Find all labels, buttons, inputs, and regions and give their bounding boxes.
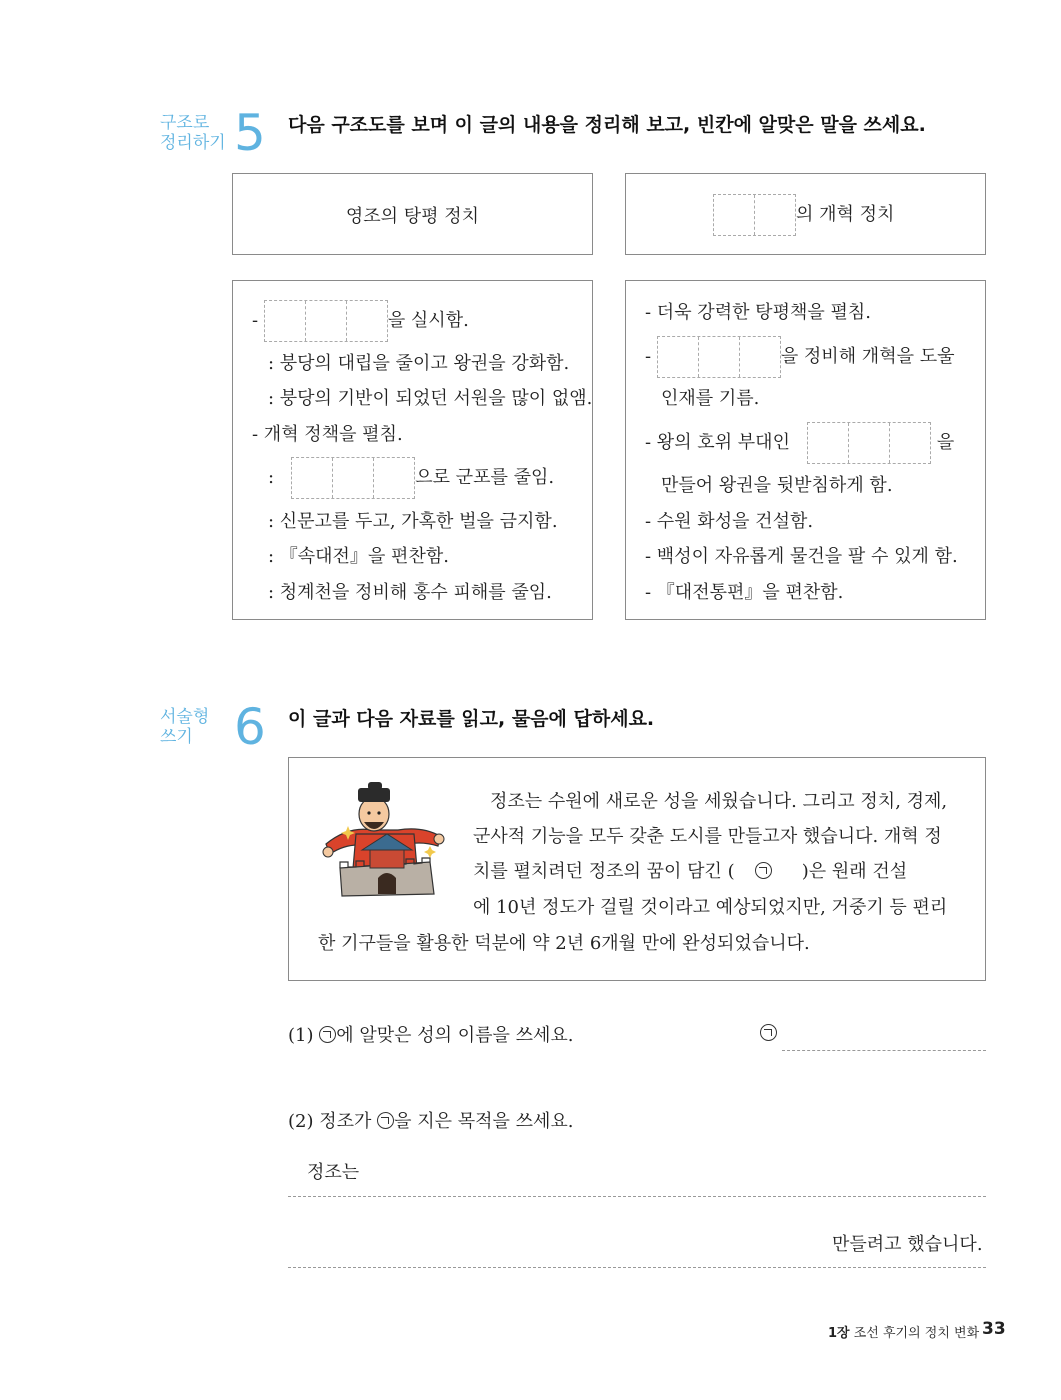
right-item-8: - 『대전통편』을 편찬함. xyxy=(645,582,844,603)
right-item-3: 인재를 기름. xyxy=(661,388,760,409)
answer-1-line[interactable] xyxy=(782,1050,986,1051)
dash-mark: - xyxy=(252,310,264,331)
right-item-1: - 더욱 강력한 탕평책을 펼침. xyxy=(645,302,871,323)
left-blank-1[interactable] xyxy=(264,300,388,342)
answer-2-start: 정조는 xyxy=(307,1162,360,1183)
q5-label-line2: 정리하기 xyxy=(160,133,226,153)
left-item-7: : 『속대전』을 편찬함. xyxy=(268,546,449,567)
q5-label xyxy=(160,113,226,153)
left-item-5: : 으로 군포를 줄임. xyxy=(268,457,554,499)
answer-2-line-2[interactable] xyxy=(288,1267,986,1268)
left-item-1: - 을 실시함. xyxy=(252,300,469,342)
right-blank-1[interactable] xyxy=(657,336,781,378)
right-item-4: - 왕의 호위 부대인 을 xyxy=(645,422,954,464)
circled-giyeok-icon xyxy=(377,1112,394,1129)
passage-line-2: 군사적 기능을 모두 갖춘 도시를 만들고자 했습니다. 개혁 정 xyxy=(473,826,942,847)
circled-giyeok-icon xyxy=(760,1024,777,1041)
answer-1-marker xyxy=(760,1024,777,1043)
left-header: 영조의 탕평 정치 xyxy=(345,206,480,227)
right-header xyxy=(713,194,894,236)
passage-line-3: 치를 펼치려던 정조의 꿈이 담긴 ( )은 원래 건설 xyxy=(473,861,908,882)
right-item-2: - 을 정비해 개혁을 도울 xyxy=(645,336,954,378)
q6-title: 이 글과 다음 자료를 읽고, 물음에 답하세요. xyxy=(288,708,655,730)
q6-label-line2: 쓰기 xyxy=(160,727,193,747)
page-number: 33 xyxy=(982,1319,1006,1339)
q5-label-line1: 구조로 xyxy=(160,113,210,133)
passage-line-4: 에 10년 정도가 걸릴 것이라고 예상되었지만, 거중기 등 편리 xyxy=(473,897,948,918)
right-header-box xyxy=(625,173,986,255)
left-header-box xyxy=(232,173,593,255)
answer-2-end: 만들려고 했습니다. xyxy=(832,1234,983,1255)
left-item-6: : 신문고를 두고, 가혹한 벌을 금지함. xyxy=(268,511,558,532)
left-item-2: : 붕당의 대립을 줄이고 왕권을 강화함. xyxy=(268,353,570,374)
sub-question-1: (1) 에 알맞은 성의 이름을 쓰세요. xyxy=(288,1025,574,1046)
q5-title: 다음 구조도를 보며 이 글의 내용을 정리해 보고, 빈칸에 알맞은 말을 쓰세요. xyxy=(288,114,926,136)
q6-label xyxy=(160,707,209,747)
right-blank-2[interactable] xyxy=(807,422,931,464)
right-header-suffix: 의 개혁 정치 xyxy=(796,204,895,225)
q5-number: 5 xyxy=(234,104,266,162)
left-blank-2[interactable] xyxy=(291,457,415,499)
passage-line-5: 한 기구들을 활용한 덕분에 약 2년 6개월 만에 완성되었습니다. xyxy=(318,933,810,954)
q6-label-line1: 서술형 xyxy=(160,707,210,727)
circled-giyeok-icon xyxy=(319,1026,336,1043)
circled-giyeok-icon xyxy=(755,862,772,879)
sub-question-2: (2) 정조가 을 지은 목적을 쓰세요. xyxy=(288,1111,574,1132)
left-item-8: : 청계천을 정비해 홍수 피해를 줄임. xyxy=(268,582,552,603)
right-item-6: - 수원 화성을 건설함. xyxy=(645,511,814,532)
left-item-3: : 붕당의 기반이 되었던 서원을 많이 없앰. xyxy=(268,388,593,409)
chapter-title: 조선 후기의 정치 변화 xyxy=(853,1326,980,1341)
right-item-7: - 백성이 자유롭게 물건을 팔 수 있게 함. xyxy=(645,546,958,567)
chapter-number: 1장 xyxy=(828,1326,850,1341)
passage-line-1: 정조는 수원에 새로운 성을 세웠습니다. 그리고 정치, 경제, xyxy=(490,791,948,812)
q6-number: 6 xyxy=(234,698,266,756)
king-jeongjo-illustration xyxy=(318,782,452,898)
right-header-blank[interactable] xyxy=(713,194,796,236)
right-item-5: 만들어 왕권을 뒷받침하게 함. xyxy=(661,475,893,496)
left-item-4: - 개혁 정책을 펼침. xyxy=(252,424,403,445)
page-footer xyxy=(828,1322,979,1341)
answer-2-line-1[interactable] xyxy=(288,1196,986,1197)
